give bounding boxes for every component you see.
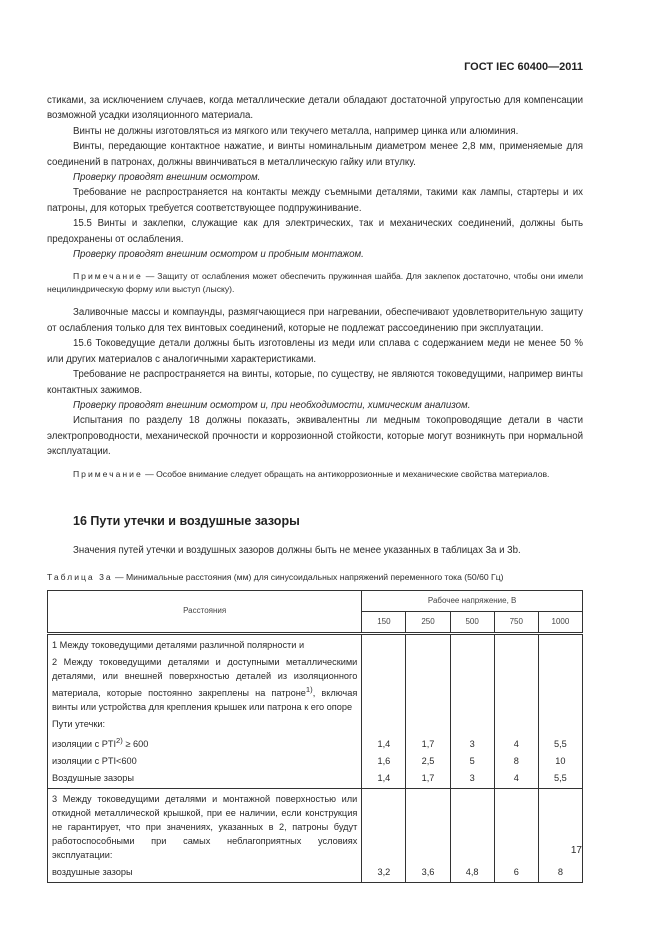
value: 4 <box>513 772 519 783</box>
paragraph: 15.5 Винты и заклепки, служащие как для электрических, так и механических соединений, должны быть предохранены от ослабления. <box>47 218 583 245</box>
footnote-ref: 2) <box>116 735 123 745</box>
row-text: Пути утечки: <box>52 718 106 729</box>
table-row <box>48 788 583 882</box>
value-cell <box>494 788 538 882</box>
value-cell <box>450 788 494 882</box>
footnote-ref: 1) <box>305 684 313 694</box>
note-label: Примечание <box>73 468 143 479</box>
paragraph: Проверку проводят внешним осмотром. <box>73 172 261 184</box>
document-body <box>47 93 583 883</box>
row-label: Воздушные зазоры <box>52 772 134 783</box>
value-cell <box>494 633 538 788</box>
row-label <box>52 734 357 751</box>
section-heading: 16 Пути утечки и воздушные зазоры <box>73 513 300 528</box>
row-label: воздушные зазоры <box>52 866 133 877</box>
paragraph: Значения путей утечки и воздушных зазоров должны быть не менее указанных в таблицах 3а и 3b. <box>73 544 521 556</box>
paragraph: Заливочные массы и компаунды, размягчающиеся при нагревании, обеспечивают удовлетворительную защиту от ослабления только для тех винтовых соединений, которые не подлежат рассоединению при эксплуатации. <box>47 307 583 334</box>
value: 5 <box>469 755 475 766</box>
note <box>47 468 583 481</box>
voltage-header: 1000 <box>538 611 582 633</box>
row-label: изоляции с PTI<600 <box>52 755 137 766</box>
row-text <box>52 655 357 714</box>
paragraph: Требование не распространяется на контакты между съемными деталями, такими как лампы, стартеры и их патроны, для которых требуется соответствующее подпружинивание. <box>47 187 583 214</box>
table-caption <box>47 570 583 585</box>
text: , включая винты или устройства для крепления крышек или патрона к его опоре <box>52 687 358 712</box>
text: изоляции с PTI <box>52 738 117 749</box>
value: 1,6 <box>377 755 391 766</box>
value-cell <box>406 633 450 788</box>
note-text: — Защиту от ослабления может обеспечить пружинная шайба. Для заклепок достаточно, чтобы они имели нецилиндрическую форму или выступ (лыску). <box>47 271 583 295</box>
value: 1,7 <box>421 772 435 783</box>
paragraph: Винты не должны изготовляться из мягкого или текучего металла, например цинка или алюминия. <box>73 125 519 137</box>
voltage-header: 500 <box>450 611 494 633</box>
value-cell <box>362 633 406 788</box>
value: 8 <box>557 866 563 877</box>
value: 6 <box>513 866 519 877</box>
col-header-voltage: Рабочее напряжение, В <box>362 590 583 611</box>
value: 3,6 <box>421 866 435 877</box>
voltage-header: 150 <box>362 611 406 633</box>
value: 5,5 <box>554 738 567 749</box>
note-label: Примечание <box>73 271 143 282</box>
value-cell <box>450 633 494 788</box>
value-cell <box>538 633 582 788</box>
value: 1,7 <box>421 738 435 749</box>
voltage-header: 750 <box>494 611 538 633</box>
paragraph: Винты, передающие контактное нажатие, и винты номинальным диаметром менее 2,8 мм, применяемые для соединений в патронах, должны ввинчиваться в металлическую гайку или втулку. <box>47 141 583 168</box>
value: 1,4 <box>377 738 391 749</box>
document-header: ГОСТ IEC 60400—2011 <box>464 61 583 73</box>
value: 4 <box>513 738 519 749</box>
value: 3 <box>469 738 475 749</box>
paragraph: Требование не распространяется на винты, которые, по существу, не являются токоведущими, например винты контактных зажимов. <box>47 369 583 396</box>
row-description <box>48 788 362 882</box>
row-text: 3 Между токоведущими деталями и монтажной поверхностью или откидной металлической крышкой, при ее наличии, если конструкция не гарантирует, что при значениях, указанных в 2, патроны будут работоспособными при самых неблагоприятных условиях эксплуатации: <box>52 793 358 860</box>
value: 3,2 <box>377 866 391 877</box>
row-text: 1 Между токоведущими деталями различной полярности и <box>52 639 305 650</box>
value: 8 <box>513 755 519 766</box>
paragraph: Проверку проводят внешним осмотром и, при необходимости, химическим анализом. <box>73 399 471 411</box>
caption-label: Таблица 3а <box>47 572 113 583</box>
paragraph: Проверку проводят внешним осмотром и пробным монтажом. <box>73 249 364 261</box>
paragraph: 15.6 Токоведущие детали должны быть изготовлены из меди или сплава с содержанием меди не менее 50 % или других материалов с аналогичными характеристиками. <box>47 338 583 365</box>
voltage-header: 250 <box>406 611 450 633</box>
row-description <box>48 633 362 788</box>
value-cell <box>538 788 582 882</box>
table-row <box>48 633 583 788</box>
text: 2 Между токоведущими деталями и доступными металлическими деталями, или внешней поверхностью деталей из изоляционного материала, которые постоянно закреплены на патроне <box>52 656 358 698</box>
text: ≥ 600 <box>122 738 149 749</box>
page-number: 17 <box>570 845 582 856</box>
caption-text: — Минимальные расстояния (мм) для синусоидальных напряжений переменного тока (50/60 Гц) <box>112 572 504 583</box>
value: 2,5 <box>421 755 435 766</box>
paragraph: стиками, за исключением случаев, когда металлические детали обладают достаточной упругостью для компенсации возможной усадки изоляционного материала. <box>47 95 583 122</box>
value-cell <box>406 788 450 882</box>
note-text: — Особое внимание следует обращать на антикоррозионные и механические свойства материалов. <box>142 468 550 479</box>
note <box>47 270 583 296</box>
value: 4,8 <box>465 866 479 877</box>
distances-table <box>47 590 583 883</box>
value: 10 <box>555 755 566 766</box>
value: 3 <box>469 772 475 783</box>
paragraph: Испытания по разделу 18 должны показать, эквивалентны ли медным токопроводящие детали в части электропроводности, механической прочности и коррозионной стойкости, которые могут возникнуть при нормальной эксплуатации. <box>47 415 583 458</box>
col-header-distances: Расстояния <box>48 590 362 633</box>
value-cell <box>362 788 406 882</box>
value: 5,5 <box>554 772 567 783</box>
value: 1,4 <box>377 772 391 783</box>
